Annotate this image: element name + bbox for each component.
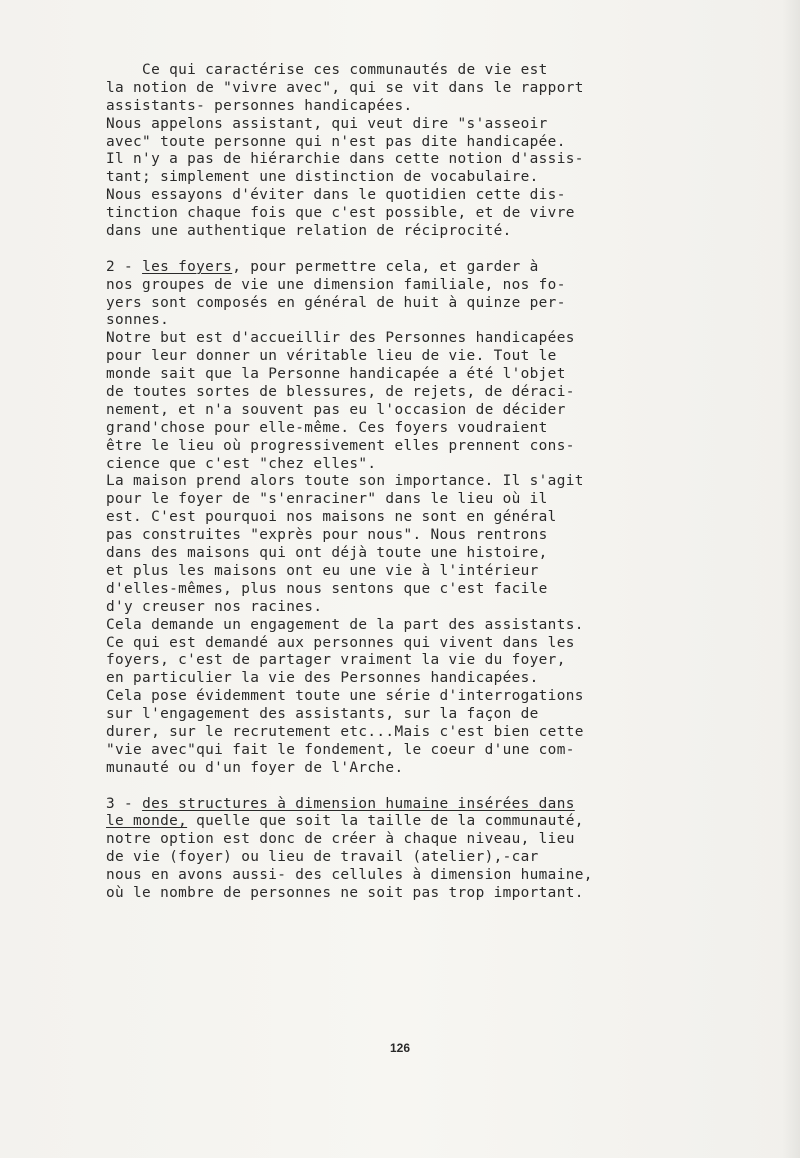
text-line: dans une authentique relation de réciprocité. bbox=[106, 223, 512, 240]
text-line: la notion de "vivre avec", qui se vit dans le rapport bbox=[106, 79, 584, 96]
section-structures bbox=[106, 796, 646, 903]
section-number: 3 - bbox=[106, 795, 143, 812]
page-number: 126 bbox=[389, 1041, 411, 1055]
text-line: en particulier la vie des Personnes handicapées. bbox=[106, 670, 539, 687]
text-line: cience que c'est "chez elles". bbox=[106, 455, 377, 472]
text-line: assistants- personnes handicapées. bbox=[106, 97, 413, 114]
text-line: où le nombre de personnes ne soit pas trop important. bbox=[106, 884, 584, 901]
body-text bbox=[106, 62, 646, 903]
page-edge-shadow bbox=[782, 0, 800, 1158]
text-line: être le lieu où progressivement elles prennent cons- bbox=[106, 437, 575, 454]
section-heading-line bbox=[106, 813, 646, 831]
paragraph-gap bbox=[106, 241, 646, 259]
text-line: sonnes. bbox=[106, 312, 170, 329]
section-foyers bbox=[106, 259, 646, 778]
text-line: tinction chaque fois que c'est possible, et de vivre bbox=[106, 205, 575, 222]
section-heading-line bbox=[106, 796, 646, 814]
text-line: Cela pose évidemment toute une série d'interrogations bbox=[106, 688, 584, 705]
text-line: munauté ou d'un foyer de l'Arche. bbox=[106, 759, 404, 776]
text-line: pas construites "exprès pour nous". Nous rentrons bbox=[106, 527, 548, 544]
text-line: pour leur donner un véritable lieu de vie. Tout le bbox=[106, 348, 557, 365]
text-line: La maison prend alors toute son importance. Il s'agit bbox=[106, 473, 584, 490]
text-line: d'elles-mêmes, plus nous sentons que c'est facile bbox=[106, 580, 548, 597]
paragraph-gap bbox=[106, 778, 646, 796]
text-fragment: , pour permettre cela, et garder à bbox=[232, 258, 539, 275]
section-heading-line bbox=[106, 259, 646, 277]
text-line: de toutes sortes de blessures, de rejets, de déraci- bbox=[106, 384, 575, 401]
text-line: dans des maisons qui ont déjà toute une histoire, bbox=[106, 545, 548, 562]
text-line: avec" toute personne qui n'est pas dite handicapée. bbox=[106, 133, 566, 150]
text-line: nos groupes de vie une dimension familiale, nos fo- bbox=[106, 276, 566, 293]
section-heading: des structures à dimension humaine insérées dans bbox=[142, 795, 575, 812]
text-line: Cela demande un engagement de la part des assistants. bbox=[106, 616, 584, 633]
section-number: 2 - bbox=[106, 258, 143, 275]
text-line: "vie avec"qui fait le fondement, le coeur d'une com- bbox=[106, 741, 575, 758]
text-line: pour le foyer de "s'enraciner" dans le lieu où il bbox=[106, 491, 548, 508]
text-line: nous en avons aussi- des cellules à dimension humaine, bbox=[106, 867, 593, 884]
text-line: durer, sur le recrutement etc...Mais c'est bien cette bbox=[106, 723, 584, 740]
text-line: est. C'est pourquoi nos maisons ne sont en général bbox=[106, 509, 557, 526]
text-line: sur l'engagement des assistants, sur la façon de bbox=[106, 706, 539, 723]
text-line: nement, et n'a souvent pas eu l'occasion de décider bbox=[106, 401, 566, 418]
text-line: Ce qui est demandé aux personnes qui vivent dans les bbox=[106, 634, 575, 651]
text-line: monde sait que la Personne handicapée a été l'objet bbox=[106, 366, 566, 383]
text-line: tant; simplement une distinction de vocabulaire. bbox=[106, 169, 539, 186]
text-line: de vie (foyer) ou lieu de travail (atelier),-car bbox=[106, 849, 539, 866]
text-line: Nous essayons d'éviter dans le quotidien cette dis- bbox=[106, 187, 566, 204]
text-line: grand'chose pour elle-même. Ces foyers voudraient bbox=[106, 419, 548, 436]
text-line: Il n'y a pas de hiérarchie dans cette notion d'assis- bbox=[106, 151, 584, 168]
text-line: yers sont composés en général de huit à quinze per- bbox=[106, 294, 566, 311]
text-fragment: quelle que soit la taille de la communauté, bbox=[187, 813, 584, 830]
text-line: et plus les maisons ont eu une vie à l'intérieur bbox=[106, 562, 539, 579]
text-line: notre option est donc de créer à chaque niveau, lieu bbox=[106, 831, 575, 848]
section-heading-continued: le monde, bbox=[106, 813, 188, 830]
paragraph-intro bbox=[106, 62, 646, 241]
text-line: Nous appelons assistant, qui veut dire "s'asseoir bbox=[106, 115, 548, 132]
section-heading: les foyers bbox=[142, 258, 233, 275]
text-line: Notre but est d'accueillir des Personnes handicapées bbox=[106, 330, 575, 347]
text-line: foyers, c'est de partager vraiment la vie du foyer, bbox=[106, 652, 566, 669]
text-line: d'y creuser nos racines. bbox=[106, 598, 323, 615]
text-line: Ce qui caractérise ces communautés de vie est bbox=[106, 62, 548, 78]
